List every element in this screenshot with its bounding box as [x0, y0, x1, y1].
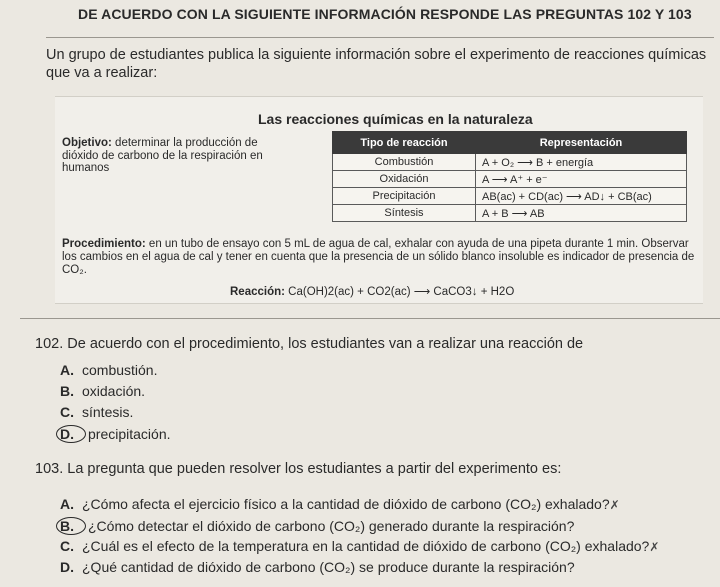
table-row — [333, 154, 687, 171]
cell-representation: AB(ac) + CD(ac) ⟶ AD↓ + CB(ac) — [476, 188, 687, 205]
cross-mark-icon: ✗ — [649, 540, 660, 554]
reaction-formula: Ca(OH)2(ac) + CO2(ac) ⟶ CaCO3↓ + H2O — [288, 286, 515, 298]
section-header: DE ACUERDO CON LA SIGUIENTE INFORMACIÓN RESPONDE LAS PREGUNTAS 102 Y 103 — [78, 6, 692, 22]
objective-text — [62, 137, 272, 175]
option-letter: A. — [60, 362, 74, 378]
option-letter: C. — [60, 538, 74, 554]
cross-mark-icon: ✗ — [609, 498, 620, 512]
section-divider — [20, 318, 720, 319]
cell-type: Precipitación — [333, 188, 476, 205]
objective-body: determinar la producción de dióxido de carbono de la respiración en humanos — [62, 137, 263, 174]
option-letter: B. — [60, 383, 74, 399]
option-text: oxidación. — [82, 383, 146, 399]
cell-representation: A ⟶ A⁺ + e⁻ — [476, 171, 687, 188]
table-header-representation: Representación — [476, 132, 687, 154]
q102-option-d[interactable] — [60, 425, 171, 443]
q103-option-d[interactable] — [60, 559, 575, 575]
table-row — [333, 188, 687, 205]
option-letter: A. — [60, 496, 74, 512]
header-divider — [46, 37, 714, 38]
q102-option-c[interactable] — [60, 404, 133, 420]
q103-option-a[interactable] — [60, 496, 620, 512]
option-text: ¿Cuál es el efecto de la temperatura en la cantidad de dióxido de carbono (CO₂) exhalado? — [82, 538, 650, 554]
q103-option-b[interactable] — [60, 517, 574, 535]
option-text: síntesis. — [82, 404, 134, 420]
option-text: combustión. — [82, 362, 158, 378]
card-title: Las reacciones químicas en la naturaleza — [258, 111, 533, 127]
option-text: ¿Cómo afecta el ejercicio físico a la cantidad de dióxido de carbono (CO₂) exhalado? — [82, 496, 610, 512]
q102-option-b[interactable] — [60, 383, 145, 399]
table-header-row — [333, 132, 687, 154]
question-102-stem: 102. De acuerdo con el procedimiento, los estudiantes van a realizar una reacción de — [35, 336, 584, 352]
option-letter-circled: B. — [56, 517, 86, 535]
objective-label: Objetivo: — [62, 137, 112, 149]
cell-representation: A + B ⟶ AB — [476, 205, 687, 222]
cell-type: Combustión — [333, 154, 476, 171]
procedure-label: Procedimiento: — [62, 238, 146, 250]
option-letter: C. — [60, 404, 74, 420]
option-text: ¿Cómo detectar el dióxido de carbono (CO₂) generado durante la respiración? — [88, 518, 575, 534]
reaction-label: Reacción: — [230, 286, 285, 298]
question-103-stem: 103. La pregunta que pueden resolver los estudiantes a partir del experimento es: — [35, 461, 562, 477]
reaction-types-table — [332, 131, 687, 222]
procedure-body: en un tubo de ensayo con 5 mL de agua de cal, exhalar con ayuda de una pipeta durante 1 min. Observar los cambios en el agua de cal y tener en cuenta que la presencia de un sólido blanco insoluble es indicador de presencia de CO₂. — [62, 238, 695, 276]
intro-paragraph: Un grupo de estudiantes publica la siguiente información sobre el experimento de reacciones químicas que va a realizar: — [46, 47, 707, 81]
table-row — [333, 171, 687, 188]
cell-type: Oxidación — [333, 171, 476, 188]
q103-option-c[interactable] — [60, 538, 659, 554]
option-letter-circled: D. — [56, 425, 86, 443]
table-row — [333, 205, 687, 222]
reaction-equation — [230, 284, 514, 298]
cell-representation: A + O₂ ⟶ B + energía — [476, 154, 687, 171]
option-text: ¿Qué cantidad de dióxido de carbono (CO₂) se produce durante la respiración? — [82, 559, 575, 575]
procedure-text — [62, 238, 698, 277]
cell-type: Síntesis — [333, 205, 476, 222]
option-text: precipitación. — [88, 426, 171, 442]
option-letter: D. — [60, 559, 74, 575]
q102-option-a[interactable] — [60, 362, 157, 378]
table-header-type: Tipo de reacción — [333, 132, 476, 154]
